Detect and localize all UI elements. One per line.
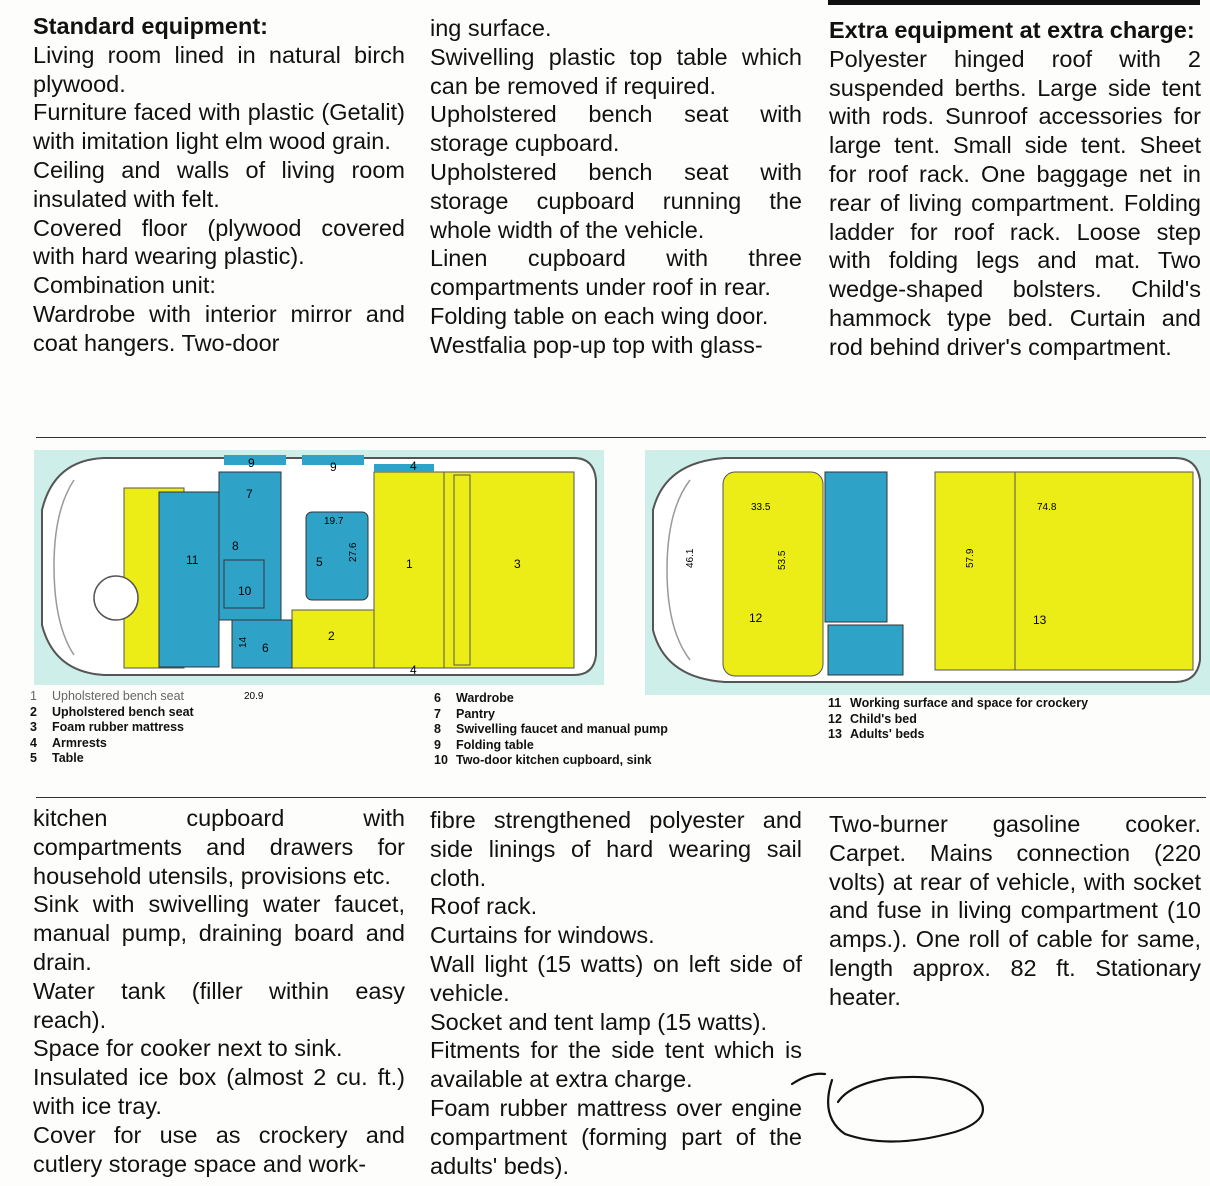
- floor-plan-2: [645, 450, 1210, 695]
- col1-bottom: [33, 804, 405, 1178]
- legend-item: 10 Two-door kitchen cupboard, sink: [434, 753, 652, 767]
- dimension-label: 33.5: [751, 502, 771, 513]
- paragraph: Upholstered bench seat with storage cupboard.: [430, 101, 802, 157]
- dimension-label: 27.6: [348, 542, 359, 562]
- plan-label: 10: [238, 584, 252, 598]
- paragraph: Polyester hinged roof with 2 suspended berths. Large side tent with rods. Sunroof accessories for large tent. Small side tent. Sheet for roof rack. One baggage net in rear of living compartment. Folding ladder for roof rack. Loose step with folding legs and mat. Two wedge-shaped bolsters. Child's hammock type bed. Curtain and rod behind driver's compartment.: [829, 45, 1201, 360]
- legend-item: 7 Pantry: [434, 706, 495, 721]
- divider-upper: [36, 437, 1206, 438]
- dimension-label: 46.1: [685, 548, 696, 568]
- legend-item: 11 Working surface and space for crockery: [828, 696, 1089, 710]
- legend-item: 4 Armrests: [30, 735, 107, 750]
- paragraph: Two-burner gasoline cooker. Carpet. Mains connection (220 volts) at rear of vehicle, with socket and fuse in living compartment (10 amps.). One roll of cable for same, length approx. 82 ft. Stationary heater.: [829, 811, 1201, 1010]
- paragraph: Westfalia pop-up top with glass-: [430, 331, 763, 358]
- plan-label: 1: [406, 557, 413, 571]
- plan-label: 9: [248, 456, 255, 470]
- paragraph: Wardrobe with interior mirror and coat hangers. Two-door: [33, 300, 405, 356]
- paragraph: ing surface.: [430, 15, 552, 41]
- plan-label: 4: [410, 459, 417, 473]
- top-rule: [828, 0, 1200, 5]
- paragraph: Folding table on each wing door.: [430, 302, 769, 329]
- paragraph: fibre strengthened polyester and side linings of hard wearing sail cloth.: [430, 807, 802, 891]
- plan-label: 13: [1033, 613, 1047, 627]
- legend-item: 6 Wardrobe: [434, 691, 514, 705]
- divider-lower: [36, 797, 1206, 798]
- paragraph: Roof rack.: [430, 893, 538, 920]
- paragraph: Insulated ice box (almost 2 cu. ft.) with ice tray.: [33, 1064, 405, 1119]
- paragraph: Upholstered bench seat with storage cupboard running the whole width of the vehicle.: [430, 158, 802, 243]
- paragraph: Covered floor (plywood covered with hard wearing plastic).: [33, 214, 405, 270]
- legend-left: [30, 689, 194, 767]
- legend-item: 2 Upholstered bench seat: [30, 704, 194, 719]
- plan-label: 12: [749, 611, 763, 625]
- paragraph: Ceiling and walls of living room insulated with felt.: [33, 156, 405, 212]
- dimension-label: 20.9: [244, 691, 264, 702]
- col1-top: [33, 12, 405, 358]
- paragraph: Combination unit:: [33, 272, 216, 299]
- pen-scribble-icon: [780, 1062, 995, 1152]
- legend-item: 12 Child's bed: [828, 711, 917, 726]
- plan-label: 7: [246, 487, 253, 501]
- plan-label: 6: [262, 641, 269, 655]
- legend-item: 5 Table: [30, 751, 84, 765]
- legend-item: 1 Upholstered bench seat: [30, 689, 185, 703]
- paragraph: Socket and tent lamp (15 watts).: [430, 1008, 767, 1035]
- standard-equipment-heading: Standard equipment:: [33, 13, 269, 39]
- col2-bottom: [430, 806, 802, 1180]
- dimension-label: 19.7: [324, 516, 344, 527]
- paragraph: Space for cooker next to sink.: [33, 1035, 343, 1062]
- paragraph: Swivelling plastic top table which can be removed if required.: [430, 43, 802, 99]
- paragraph: Curtains for windows.: [430, 922, 655, 949]
- plan-label: 11: [186, 553, 199, 567]
- col2-top: [430, 14, 802, 360]
- paragraph: Living room lined in natural birch plywood.: [33, 41, 405, 97]
- paragraph: Linen cupboard with three compartments under roof in rear.: [430, 245, 802, 301]
- dimension-label: 14: [238, 636, 249, 648]
- paragraph: Sink with swivelling water faucet, manual pump, draining board and drain.: [33, 891, 405, 975]
- paragraph: Fitments for the side tent which is available at extra charge.: [430, 1037, 802, 1093]
- legend-item: 3 Foam rubber mattress: [30, 720, 184, 734]
- legend-item: 9 Folding table: [434, 737, 534, 752]
- plan-label: 2: [328, 629, 335, 643]
- col3-top: [829, 16, 1201, 362]
- plan-label: 5: [316, 555, 323, 569]
- dimension-label: 74.8: [1037, 502, 1057, 513]
- plan-label: 3: [514, 557, 521, 571]
- paragraph: Furniture faced with plastic (Getalit) with imitation light elm wood grain.: [33, 99, 405, 155]
- legend-item: 8 Swivelling faucet and manual pump: [434, 722, 668, 736]
- plan-label: 8: [232, 539, 239, 553]
- paragraph: Cover for use as crockery and cutlery storage space and work-: [33, 1121, 405, 1177]
- dimension-label: 53.5: [777, 550, 788, 570]
- extra-equipment-heading: Extra equipment at extra charge:: [829, 17, 1195, 43]
- legend-middle: [434, 691, 668, 769]
- plan-label: 4: [410, 663, 417, 677]
- col3-bottom: [829, 810, 1201, 1012]
- dimension-label: 57.9: [965, 548, 976, 568]
- plan-label: 9: [330, 460, 337, 474]
- legend-item: 13 Adults' beds: [828, 727, 925, 741]
- paragraph: Wall light (15 watts) on left side of vehicle.: [430, 950, 802, 1006]
- paragraph: Foam rubber mattress over engine compartment (forming part of the adults' beds).: [430, 1094, 802, 1179]
- legend-right: [828, 696, 1088, 743]
- paragraph: kitchen cupboard with compartments and drawers for household utensils, provisions etc.: [33, 805, 405, 889]
- paragraph: Water tank (filler within easy reach).: [33, 977, 405, 1033]
